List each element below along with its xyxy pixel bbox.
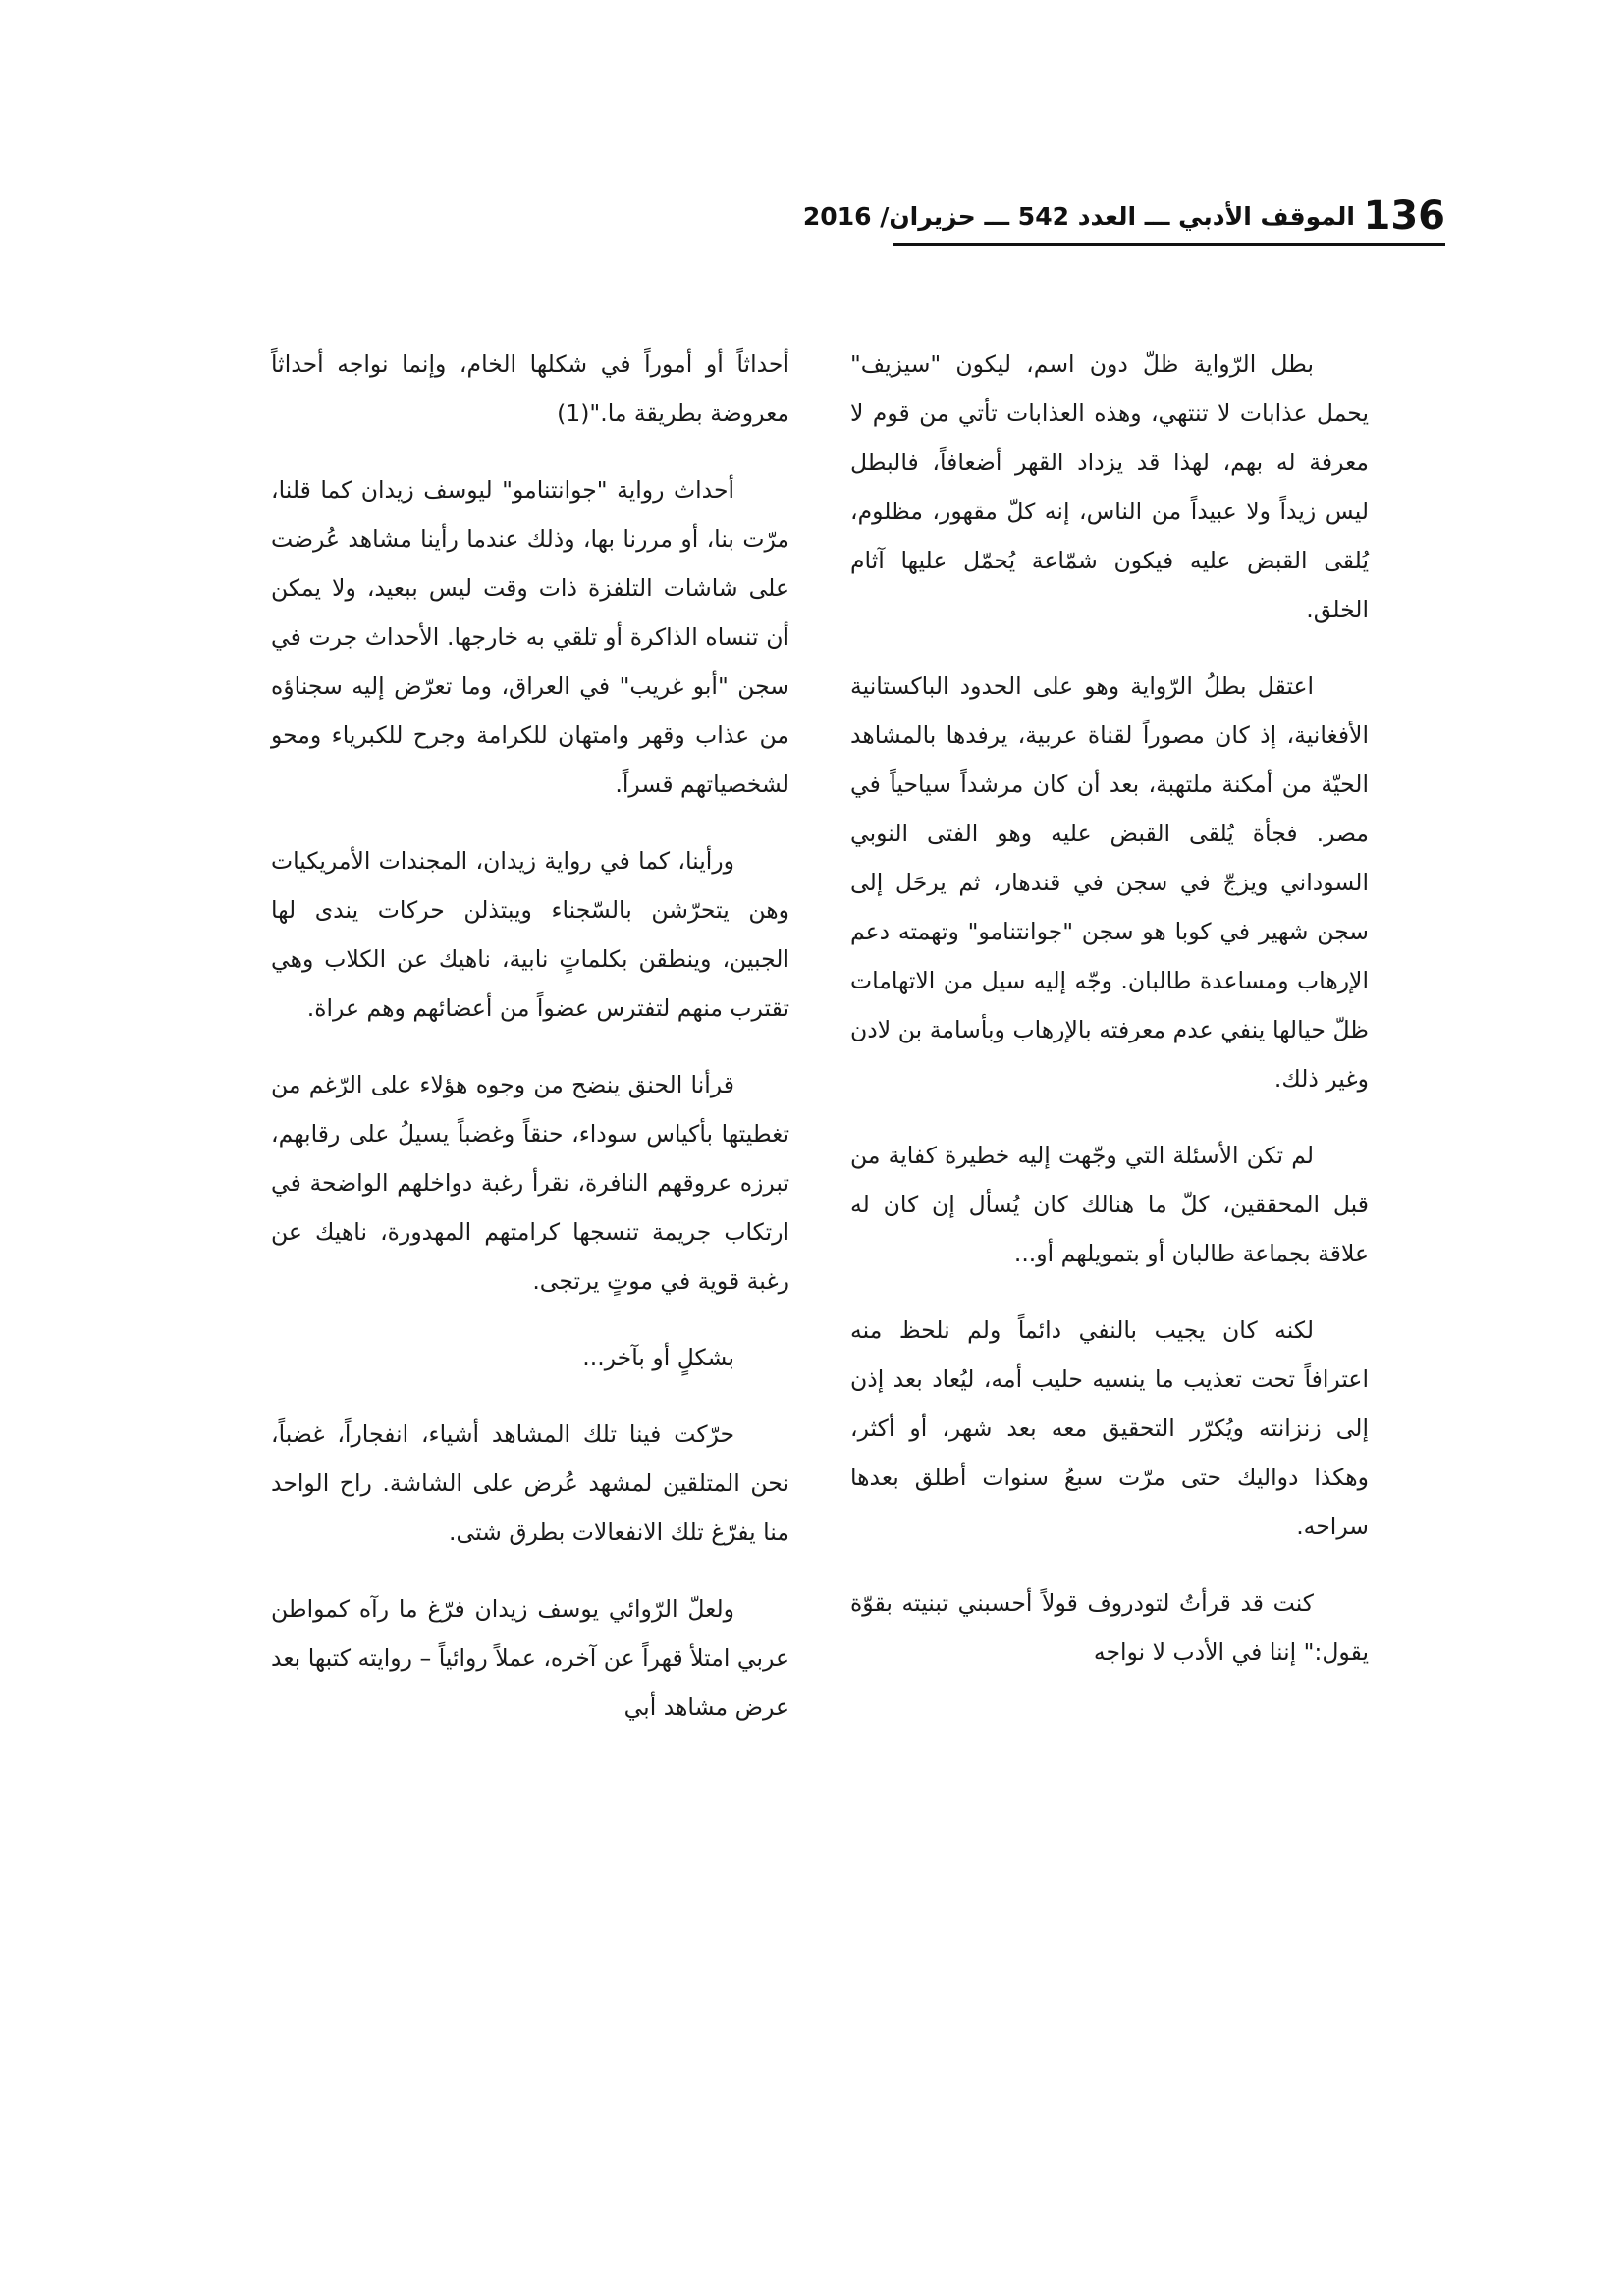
page-header <box>802 192 1445 253</box>
right-column <box>850 340 1369 1704</box>
paragraph: ورأينا، كما في رواية زيدان، المجندات الأمريكيات وهن يتحرّشن بالسّجناء ويبتذلن حركات يندى لها الجبين، وينطقن بكلماتٍ نابية، ناهيك عن الكلاب وهي تقترب منهم لتفترس عضواً من أعضائهم وهم عراة. <box>271 847 789 1022</box>
paragraph: لم تكن الأسئلة التي وجّهت إليه خطيرة كفاية من قبل المحققين، كلّ ما هنالك كان يُسأل إن كان له علاقة بجماعة طالبان أو بتمويلهم أو... <box>850 1142 1369 1267</box>
header-rule <box>893 243 1445 246</box>
paragraph: اعتقل بطلُ الرّواية وهو على الحدود الباكستانية الأفغانية، إذ كان مصوراً لقناة عربية، يرفدها بالمشاهد الحيّة من أمكنة ملتهبة، بعد أن كان مرشداً سياحياً في مصر. فجأة يُلقى القبض عليه وهو الفتى النوبي السوداني ويزجّ في سجن في قندهار، ثم يرحَل إلى سجن شهير في كوبا هو سجن "جوانتنامو" وتهمته دعم الإرهاب ومساعدة طالبان. وجّه إليه سيل من الاتهامات ظلّ حيالها ينفي عدم معرفته بالإرهاب وبأسامة بن لادن وغير ذلك. <box>850 672 1369 1093</box>
paragraph: ولعلّ الرّوائي يوسف زيدان فرّغ ما رآه كمواطن عربي امتلأ قهراً عن آخره، عملاً روائياً – روايته كتبها بعد عرض مشاهد أبي <box>271 1595 789 1721</box>
running-header-title: الموقف الأدبي ـــ العدد 542 ـــ حزيران/ 2016 <box>802 202 1355 231</box>
paragraph: لكنه كان يجيب بالنفي دائماً ولم نلحظ منه اعترافاً تحت تعذيب ما ينسيه حليب أمه، ليُعاد بعد إذن إلى زنزانته ويُكرّر التحقيق معه بعد شهر، أو أكثر، وهكذا دواليك حتى مرّت سبعُ سنوات أطلق بعدها سراحه. <box>850 1316 1369 1540</box>
paragraph: أحداث رواية "جوانتنامو" ليوسف زيدان كما قلنا، مرّت بنا، أو مررنا بها، وذلك عندما رأينا مشاهد عُرضت على شاشات التلفزة ذات وقت ليس ببعيد، ولا يمكن أن تنساه الذاكرة أو تلقي به خارجها. الأحداث جرت في سجن "أبو غريب" في العراق، وما تعرّض إليه سجناؤه من عذاب وقهر وامتهان للكرامة وجرح للكبرياء ومحو لشخصياتهم قسراً. <box>271 476 789 798</box>
page-number: 136 <box>1363 193 1445 239</box>
left-column <box>271 340 789 1759</box>
paragraph: أحداثاً أو أموراً في شكلها الخام، وإنما نواجه أحداثاً معروضة بطريقة ما."(1) <box>271 350 789 427</box>
paragraph: كنت قد قرأتُ لتودروف قولاً أحسبني تبنيته بقوّة يقول:" إننا في الأدب لا نواجه <box>850 1589 1369 1666</box>
paragraph: قرأنا الحنق ينضح من وجوه هؤلاء على الرّغم من تغطيتها بأكياس سوداء، حنقاً وغضباً يسيلُ على رقابهم، تبرزه عروقهم النافرة، نقرأ رغبة دواخلهم الواضحة في ارتكاب جريمة تنسجها كرامتهم المهدورة، ناهيك عن رغبة قوية في موتٍ يرتجى. <box>271 1071 789 1295</box>
paragraph: حرّكت فينا تلك المشاهد أشياء، انفجاراً، غضباً، نحن المتلقين لمشهد عُرض على الشاشة. راح الواحد منا يفرّغ تلك الانفعالات بطرق شتى. <box>271 1420 789 1546</box>
paragraph: بطل الرّواية ظلّ دون اسم، ليكون "سيزيف" يحمل عذابات لا تنتهي، وهذه العذابات تأتي من قوم لا معرفة له بهم، لهذا قد يزداد القهر أضعافاً، فالبطل ليس زيداً ولا عبيداً من الناس، إنه كلّ مقهور، مظلوم، يُلقى القبض عليه فيكون شمّاعة يُحمّل عليها آثام الخلق. <box>850 350 1369 623</box>
paragraph: بشكلٍ أو بآخر... <box>582 1344 734 1371</box>
